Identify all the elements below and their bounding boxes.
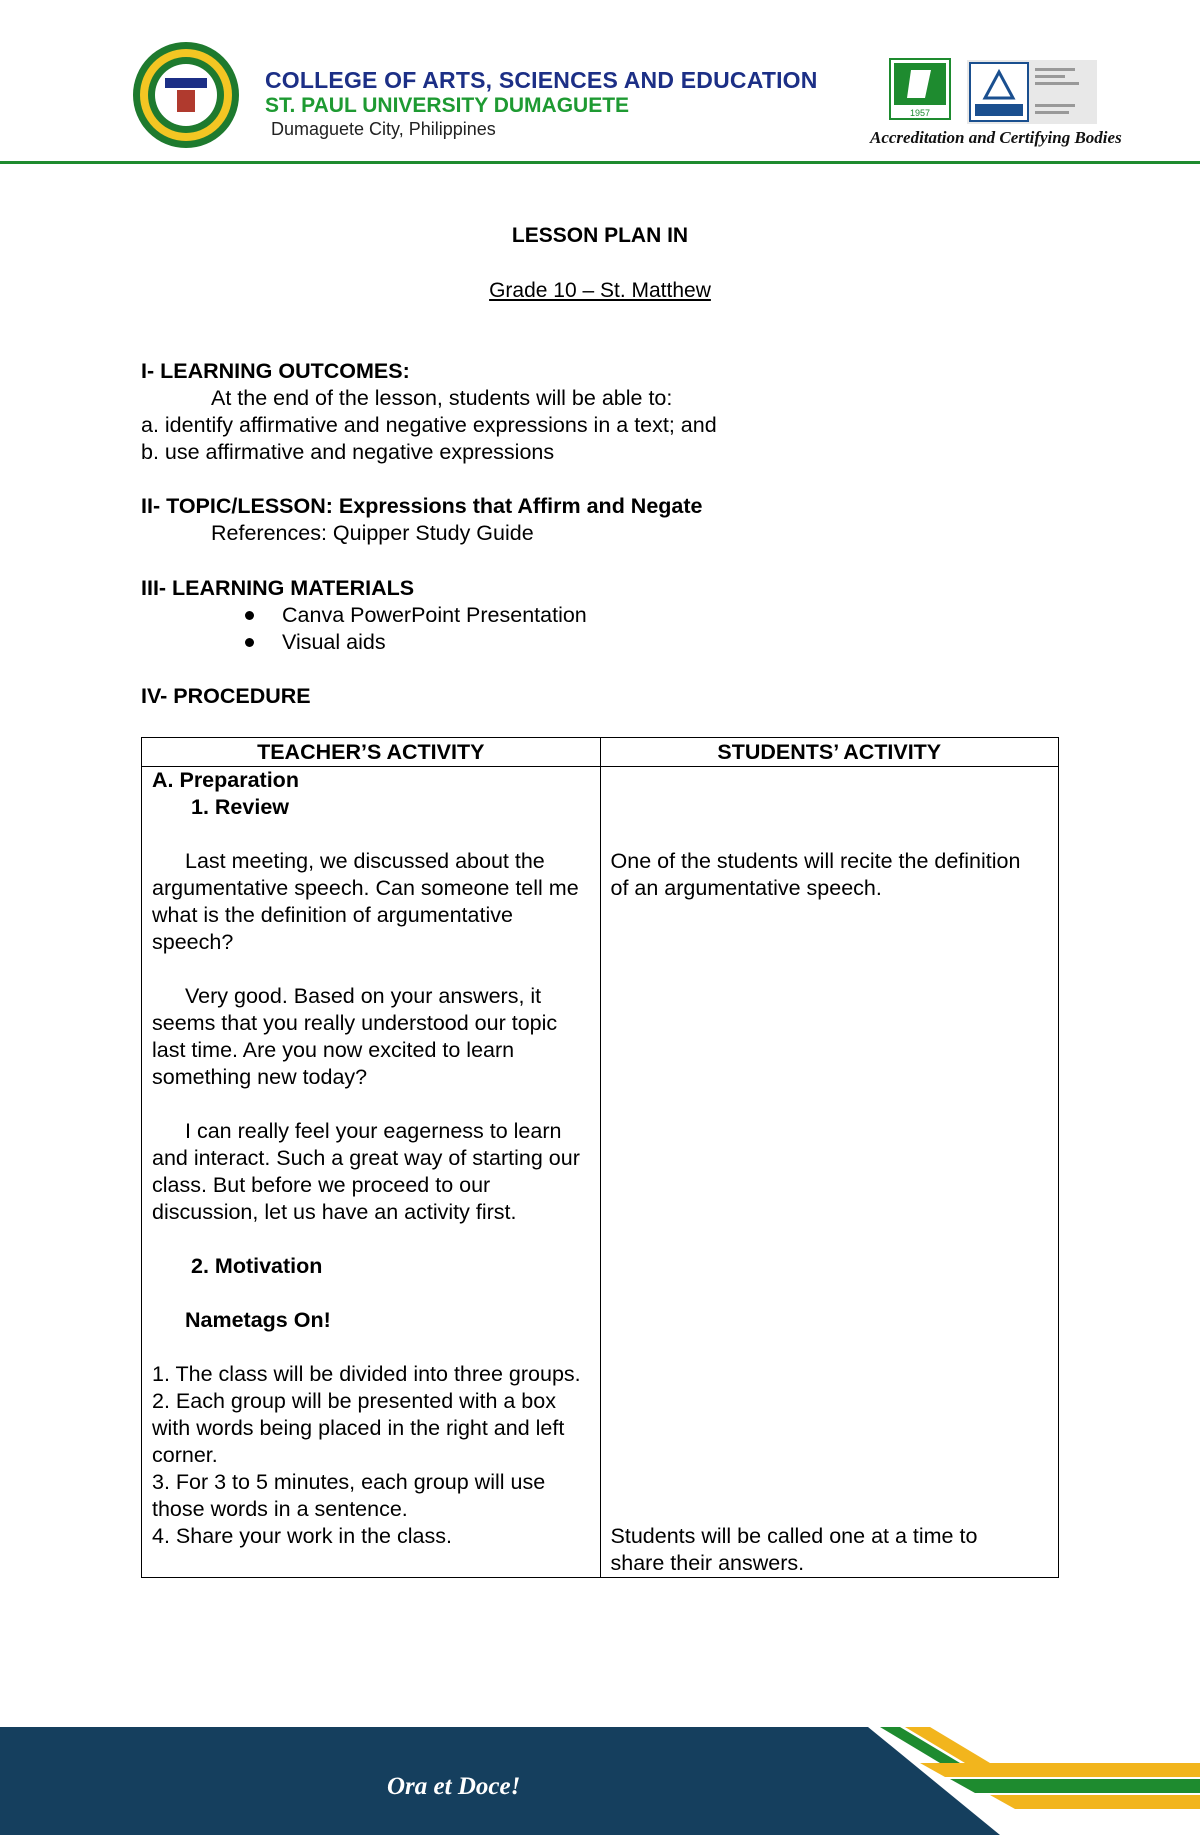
letterhead bbox=[0, 0, 1200, 165]
materials-heading: III- LEARNING MATERIALS bbox=[141, 576, 415, 600]
procedure-heading: IV- PROCEDURE bbox=[141, 684, 311, 708]
activity-step: 2. Each group will be presented with a box with words being placed in the right and left corner. bbox=[152, 1389, 565, 1467]
teacher-column-header: TEACHER’S ACTIVITY bbox=[142, 738, 601, 767]
accreditation-caption: Accreditation and Certifying Bodies bbox=[870, 128, 1122, 147]
college-name: COLLEGE OF ARTS, SCIENCES AND EDUCATION bbox=[265, 67, 818, 93]
table-row bbox=[142, 767, 1059, 1578]
student-response: One of the students will recite the definition of an argumentative speech. bbox=[610, 849, 1021, 900]
footer-motto: Ora et Doce! bbox=[387, 1773, 521, 1800]
case-seal-logo bbox=[127, 40, 245, 150]
activity-step: 4. Share your work in the class. bbox=[152, 1524, 452, 1548]
grade-subtitle: Grade 10 – St. Matthew bbox=[489, 279, 711, 302]
activity-title: Nametags On! bbox=[185, 1308, 331, 1332]
student-response: Students will be called one at a time to share their answers. bbox=[610, 1524, 978, 1575]
city-text: Dumaguete City, Philippines bbox=[271, 119, 496, 139]
footer-band bbox=[0, 1727, 1200, 1835]
activity-step: 1. The class will be divided into three groups. bbox=[152, 1362, 581, 1386]
review-paragraph: I can really feel your eagerness to learn and interact. Such a great way of starting our class. But before we proceed to our discussion, let us have an activity first. bbox=[152, 1119, 580, 1224]
outcome-item: a. identify affirmative and negative expressions in a text; and bbox=[141, 413, 717, 437]
header-divider bbox=[0, 161, 1200, 164]
teacher-activity-cell bbox=[142, 767, 601, 1578]
accreditation-badge-icon bbox=[889, 58, 951, 120]
material-item: Canva PowerPoint Presentation bbox=[282, 603, 587, 627]
badge-year: 1957 bbox=[909, 108, 931, 118]
students-column-header: STUDENTS’ ACTIVITY bbox=[600, 738, 1058, 767]
motivation-heading: 2. Motivation bbox=[191, 1254, 323, 1278]
table-header-row bbox=[142, 738, 1059, 767]
material-item: Visual aids bbox=[282, 630, 386, 654]
activity-step: 3. For 3 to 5 minutes, each group will use those words in a sentence. bbox=[152, 1470, 546, 1521]
footer-stripes-decoration bbox=[0, 1727, 1200, 1835]
outcome-item: b. use affirmative and negative expressions bbox=[141, 440, 555, 464]
references-text: References: Quipper Study Guide bbox=[211, 521, 534, 545]
students-activity-cell bbox=[600, 767, 1058, 1578]
topic-heading: II- TOPIC/LESSON: Expressions that Affirm and Negate bbox=[141, 494, 703, 518]
outcomes-intro: At the end of the lesson, students will be able to: bbox=[211, 386, 673, 410]
iso-certification-icon bbox=[967, 60, 1097, 124]
section-a-heading: A. Preparation bbox=[152, 768, 299, 792]
bullet-icon bbox=[245, 638, 254, 647]
page-title: LESSON PLAN IN bbox=[511, 224, 689, 247]
procedure-table bbox=[141, 737, 1059, 1578]
university-name: ST. PAUL UNIVERSITY DUMAGUETE bbox=[265, 94, 630, 117]
review-paragraph: Last meeting, we discussed about the argumentative speech. Can someone tell me what is the definition of argumentative speech? bbox=[152, 849, 579, 954]
review-paragraph: Very good. Based on your answers, it seems that you really understood our topic last time. Are you now excited to learn something new today? bbox=[152, 984, 558, 1089]
review-heading: 1. Review bbox=[191, 795, 289, 819]
bullet-icon bbox=[245, 611, 254, 620]
outcomes-heading: I- LEARNING OUTCOMES: bbox=[141, 359, 410, 383]
